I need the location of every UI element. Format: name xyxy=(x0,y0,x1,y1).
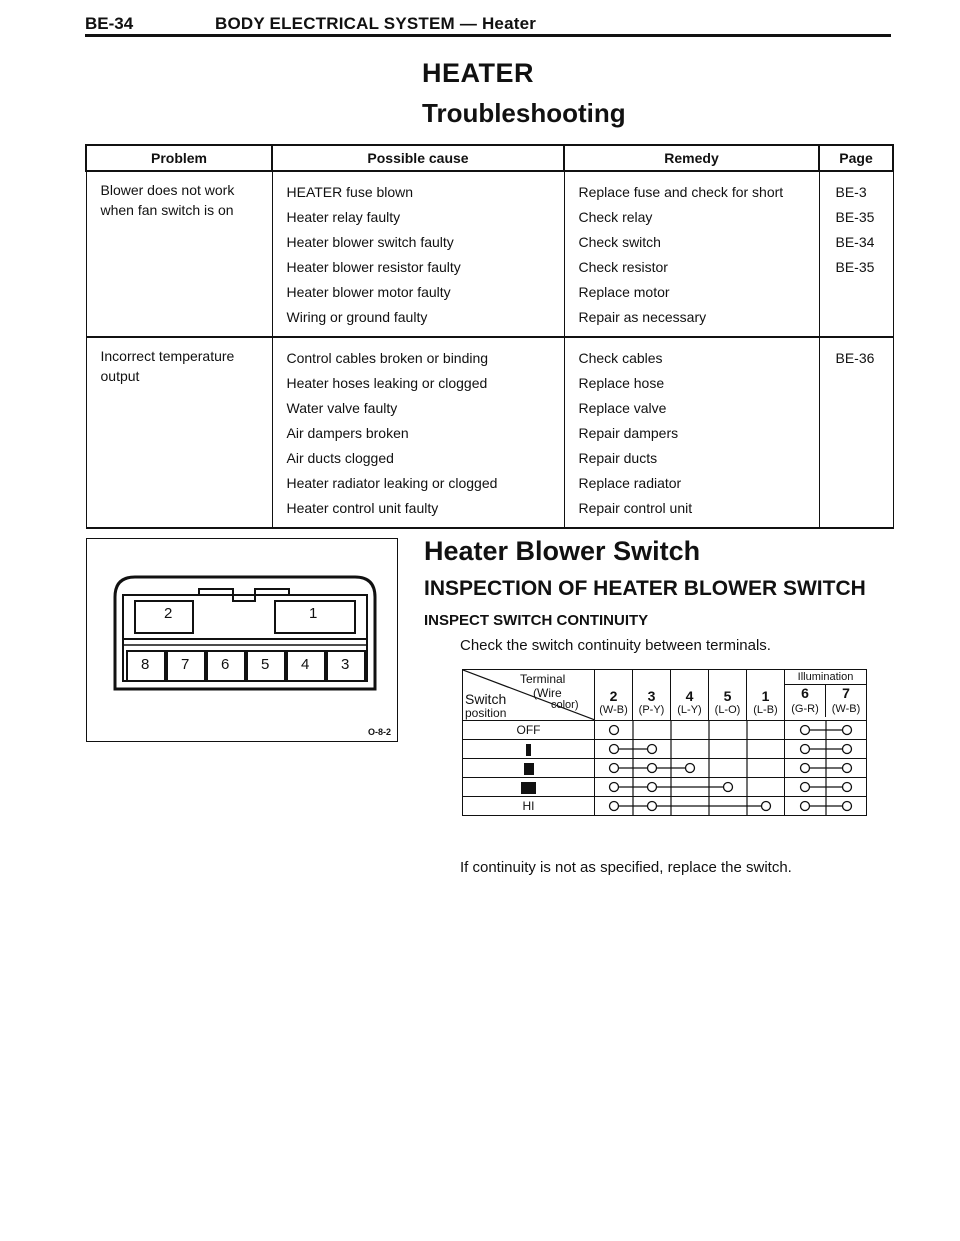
remedy-text: Check relay xyxy=(578,209,653,225)
terminal-wire-color: (L-Y) xyxy=(677,704,702,716)
remedy-cell xyxy=(564,171,819,337)
connector-lower-pin: 4 xyxy=(301,656,310,673)
col-header-problem: Problem xyxy=(86,145,272,171)
page-subtitle: Troubleshooting xyxy=(422,98,626,128)
cause-text: Heater hoses leaking or clogged xyxy=(286,375,488,391)
illumination-continuity-diagram xyxy=(785,721,867,739)
connector-pin-2: 2 xyxy=(164,605,173,622)
remedy-text: Replace radiator xyxy=(578,475,682,491)
connector-lower-pin: 3 xyxy=(341,656,350,673)
section-subtitle: INSPECTION OF HEATER BLOWER SWITCH xyxy=(424,577,866,600)
remedy-text: Replace motor xyxy=(578,284,670,300)
illumination-header-cell xyxy=(785,670,867,721)
continuity-point xyxy=(610,783,619,792)
continuity-diagram xyxy=(595,740,785,758)
header-rule xyxy=(85,34,891,37)
switch-position-cell xyxy=(463,778,595,797)
remedy-text: Check cables xyxy=(578,350,663,366)
page-text: BE-3 xyxy=(835,184,867,200)
terminal-number: 4 xyxy=(685,688,694,704)
page-text xyxy=(836,305,879,330)
illumination-continuity-cell xyxy=(785,759,867,778)
cause-text: Heater radiator leaking or clogged xyxy=(286,475,498,491)
remedy-text: Replace fuse and check for short xyxy=(578,184,784,200)
remedy-cell xyxy=(564,337,819,528)
cause-text: Control cables broken or binding xyxy=(286,350,489,366)
terminal-header-cell xyxy=(633,670,671,721)
remedy-text: Replace valve xyxy=(578,400,667,416)
continuity-point xyxy=(648,802,657,811)
connector-figure xyxy=(86,538,398,742)
continuity-point xyxy=(648,745,657,754)
switch-position-row xyxy=(463,759,867,778)
problem-cell xyxy=(86,171,272,337)
continuity-terminals-cell xyxy=(595,721,785,740)
continuity-point xyxy=(610,745,619,754)
page-title: HEATER xyxy=(422,58,535,88)
continuity-point xyxy=(762,802,771,811)
cause-text: Wiring or ground faulty xyxy=(286,309,428,325)
troubleshooting-header-row xyxy=(86,145,893,171)
corner-color-label: color) xyxy=(551,699,579,711)
illumination-terminal-color: (G-R) xyxy=(791,703,819,715)
cause-text: Heater blower resistor faulty xyxy=(286,259,461,275)
connector-lower-pin: 6 xyxy=(221,656,230,673)
remedy-text: Repair as necessary xyxy=(578,309,707,325)
page-text: BE-35 xyxy=(835,209,875,225)
terminal-number: 3 xyxy=(647,688,656,704)
continuity-terminals-cell xyxy=(595,797,785,816)
continuity-diagram xyxy=(595,759,785,777)
illumination-continuity-cell xyxy=(785,778,867,797)
page-header xyxy=(85,8,891,36)
continuity-point xyxy=(610,802,619,811)
page-text xyxy=(836,496,879,521)
terminal-number: 2 xyxy=(609,688,618,704)
remedy-text: Repair ducts xyxy=(578,450,658,466)
corner-terminal-label: Terminal xyxy=(520,672,566,686)
page-cell xyxy=(819,171,893,337)
troubleshooting-group xyxy=(86,171,893,337)
position-roman-bar xyxy=(526,744,531,756)
switch-position-row xyxy=(463,740,867,759)
position-roman-bar xyxy=(529,763,534,775)
continuity-header-row xyxy=(463,670,867,721)
illumination-terminal-color: (W-B) xyxy=(831,703,861,715)
continuity-diagram xyxy=(595,797,785,815)
troubleshooting-group xyxy=(86,337,893,528)
continuity-point xyxy=(843,802,852,811)
footer-note: If continuity is not as specified, replace the switch. xyxy=(460,859,792,876)
position-roman-bar xyxy=(531,782,536,794)
problem-cell xyxy=(86,337,272,528)
continuity-diagram xyxy=(595,721,785,739)
cause-text: HEATER fuse blown xyxy=(286,184,414,200)
page-text xyxy=(836,371,879,396)
terminal-wire-color: (L-B) xyxy=(753,704,778,716)
illumination-continuity-diagram xyxy=(785,759,867,777)
illumination-continuity-diagram xyxy=(785,797,867,815)
continuity-terminals-cell xyxy=(595,759,785,778)
continuity-point xyxy=(801,764,810,773)
switch-position-cell xyxy=(463,721,595,740)
cause-cell xyxy=(272,171,564,337)
illumination-continuity-diagram xyxy=(785,740,867,758)
continuity-point xyxy=(686,764,695,773)
continuity-point xyxy=(610,726,619,735)
remedy-text: Replace hose xyxy=(578,375,665,391)
continuity-diagram xyxy=(595,778,785,796)
terminal-wire-color: (L-O) xyxy=(714,704,741,716)
remedy-text: Repair dampers xyxy=(578,425,679,441)
step-heading: INSPECT SWITCH CONTINUITY xyxy=(424,612,649,629)
page-number: BE-34 xyxy=(85,14,134,33)
problem-text: Blower does not work when fan switch is on xyxy=(100,182,235,218)
terminal-header-cell xyxy=(747,670,785,721)
cause-text: Water valve faulty xyxy=(286,400,398,416)
cause-text: Heater blower motor faulty xyxy=(286,284,451,300)
terminal-wire-color: (W-B) xyxy=(599,704,628,716)
terminal-number: 5 xyxy=(723,688,732,704)
terminal-wire-color: (P-Y) xyxy=(638,704,665,716)
remedy-text: Check resistor xyxy=(578,259,668,275)
connector-lower-pin: 8 xyxy=(141,656,150,673)
continuity-point xyxy=(843,745,852,754)
problem-text: Incorrect temperature output xyxy=(100,348,235,384)
terminal-header-cell xyxy=(671,670,709,721)
continuity-point xyxy=(648,783,657,792)
page-text xyxy=(836,396,879,421)
terminal-number: 1 xyxy=(761,688,770,704)
continuity-point xyxy=(801,802,810,811)
continuity-terminals-cell xyxy=(595,740,785,759)
page-text xyxy=(836,471,879,496)
terminal-header-cell xyxy=(709,670,747,721)
continuity-point xyxy=(801,745,810,754)
continuity-table xyxy=(462,669,867,816)
connector-pin-1: 1 xyxy=(309,605,318,622)
connector-lower-pin: 7 xyxy=(181,656,190,673)
switch-position-row xyxy=(463,721,867,740)
corner-cell xyxy=(463,670,595,721)
cause-text: Air dampers broken xyxy=(286,425,409,441)
continuity-point xyxy=(843,764,852,773)
page-cell xyxy=(819,337,893,528)
corner-switch-label: Switch xyxy=(465,691,507,707)
illumination-continuity-cell xyxy=(785,721,867,740)
continuity-point xyxy=(724,783,733,792)
switch-position-row xyxy=(463,778,867,797)
illumination-terminal-number: 6 xyxy=(801,685,809,701)
cause-text: Heater relay faulty xyxy=(286,209,401,225)
connector-lower-pin: 5 xyxy=(261,656,270,673)
col-header-cause: Possible cause xyxy=(272,145,564,171)
cause-text: Air ducts clogged xyxy=(286,450,394,466)
switch-position-label: OFF xyxy=(516,723,541,737)
page-text: BE-35 xyxy=(835,259,875,275)
remedy-text: Check switch xyxy=(578,234,661,250)
corner-wire-label: (Wire xyxy=(533,686,562,700)
cause-cell xyxy=(272,337,564,528)
continuity-terminals-cell xyxy=(595,778,785,797)
illumination-label: Illumination xyxy=(785,670,866,685)
switch-position-cell xyxy=(463,759,595,778)
section-title: Heater Blower Switch xyxy=(424,536,701,566)
terminal-header-cell xyxy=(595,670,633,721)
illumination-terminal xyxy=(785,685,825,717)
col-header-page: Page xyxy=(819,145,893,171)
page-text xyxy=(836,446,879,471)
remedy-text: Repair control unit xyxy=(578,500,693,516)
continuity-point xyxy=(843,783,852,792)
illumination-terminal-number: 7 xyxy=(842,685,850,701)
figure-code: O-8-2 xyxy=(367,727,391,737)
connector-drawing xyxy=(87,539,397,741)
continuity-point xyxy=(843,726,852,735)
illumination-continuity-cell xyxy=(785,740,867,759)
switch-position-row xyxy=(463,797,867,816)
illumination-terminal xyxy=(825,685,866,717)
continuity-point xyxy=(648,764,657,773)
continuity-point xyxy=(801,783,810,792)
continuity-point xyxy=(610,764,619,773)
instruction-text: Check the switch continuity between terminals. xyxy=(460,637,771,654)
continuity-point xyxy=(801,726,810,735)
section-header-title: BODY ELECTRICAL SYSTEM — Heater xyxy=(215,14,537,33)
cause-text: Heater control unit faulty xyxy=(286,500,439,516)
cause-text: Heater blower switch faulty xyxy=(286,234,454,250)
page-text: BE-36 xyxy=(835,350,875,366)
troubleshooting-table xyxy=(85,144,894,529)
page-text xyxy=(836,280,879,305)
switch-position-cell xyxy=(463,797,595,816)
switch-position-cell xyxy=(463,740,595,759)
illumination-continuity-diagram xyxy=(785,778,867,796)
switch-position-label: HI xyxy=(522,799,535,813)
page-text xyxy=(836,421,879,446)
corner-position-label: position xyxy=(465,706,507,720)
col-header-remedy: Remedy xyxy=(564,145,819,171)
page-text: BE-34 xyxy=(835,234,875,250)
illumination-continuity-cell xyxy=(785,797,867,816)
